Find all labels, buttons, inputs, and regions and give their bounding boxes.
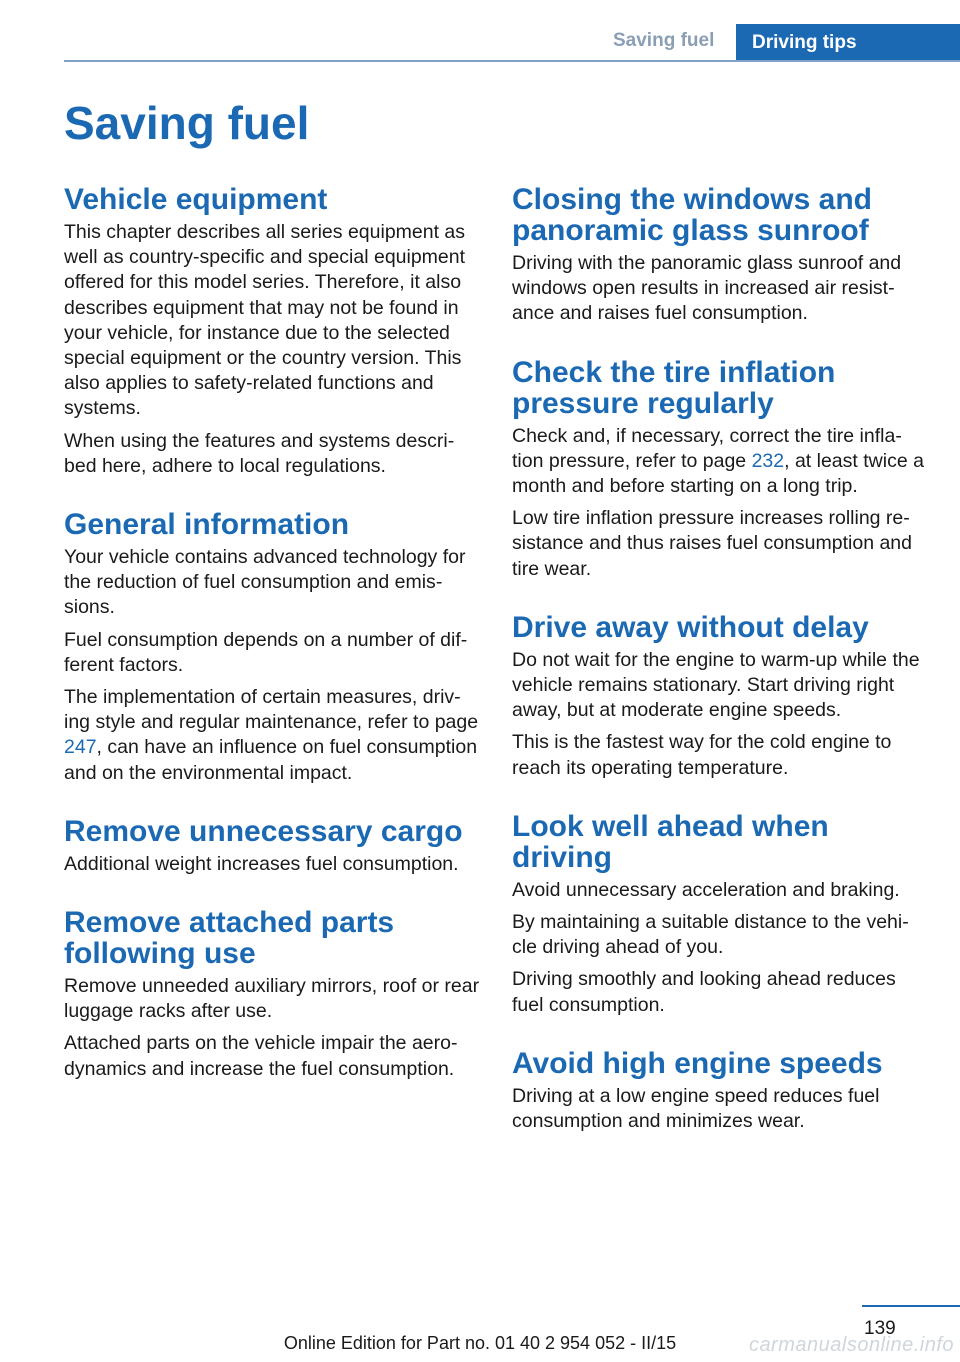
text-run: Check and, if necessary, correct the tire inflation pressure, refer to page xyxy=(512,424,902,472)
section-general-information xyxy=(64,509,480,786)
paragraph: Avoid unnecessary acceleration and braking. xyxy=(512,878,900,901)
header-chapter-tab: Driving tips xyxy=(736,24,960,62)
section-vehicle-equipment xyxy=(64,184,480,479)
paragraph: Low tire inflation pressure increases rolling resistance and thus raises fuel consumption and tire wear. xyxy=(512,507,912,580)
header-section-label: Saving fuel xyxy=(613,30,715,51)
page-number: 139 xyxy=(864,1318,896,1339)
footer-edition: Online Edition for Part no. 01 40 2 954 052 - II/15 xyxy=(283,1333,677,1353)
page-title: Saving fuel xyxy=(64,97,310,149)
paragraph: Additional weight increases fuel consumption. xyxy=(64,852,459,875)
paragraph: This chapter describes all series equipment as well as country-specific and special equipment offered for this model series. Therefore, it also describes equipment that may not be found in your vehicle, for instance due to the selected special equipment or the country version. This also applies to safety-related functions and systems. xyxy=(64,221,466,420)
section-heading: Avoid high engine speeds xyxy=(512,1046,883,1080)
section-remove-attached-parts xyxy=(64,907,480,1082)
section-engine-speeds xyxy=(512,1048,924,1134)
section-drive-away xyxy=(512,612,924,781)
section-tire-pressure xyxy=(512,357,924,582)
paragraph: Remove unneeded auxiliary mirrors, roof or rear luggage racks after use. xyxy=(64,975,480,1023)
page-reference-link[interactable]: 232 xyxy=(751,449,785,472)
paragraph: When using the features and systems described here, adhere to local regulations. xyxy=(64,429,455,477)
section-heading: Check the tire inflation pressure regularly xyxy=(512,355,836,420)
text-run: , can have an influence on fuel consumption and on the environmental impact. xyxy=(64,736,478,784)
section-look-ahead xyxy=(512,811,924,1018)
text-run: The implementation of certain measures, driving style and regular maintenance, refer to page xyxy=(64,686,479,734)
paragraph: By maintaining a suitable distance to the vehicle driving ahead of you. xyxy=(512,911,909,959)
paragraph: Driving at a low engine speed reduces fuel consumption and minimizes wear. xyxy=(512,1084,880,1133)
header-rule xyxy=(64,60,960,62)
paragraph: Driving smoothly and looking ahead reduces fuel consumption. xyxy=(512,968,896,1016)
section-heading: Closing the windows and panoramic glass sunroof xyxy=(512,183,872,247)
watermark: carmanualsonline.info xyxy=(748,1334,954,1356)
footer-rule xyxy=(862,1305,960,1307)
section-heading: General information xyxy=(64,508,350,542)
section-remove-cargo xyxy=(64,816,480,877)
paragraph: Attached parts on the vehicle impair the aerodynamics and increase the fuel consumption. xyxy=(64,1032,458,1080)
section-closing-windows xyxy=(512,184,924,327)
page-reference-link[interactable]: 247 xyxy=(64,736,97,759)
paragraph: This is the fastest way for the cold engine to reach its operating temperature. xyxy=(512,731,892,779)
section-heading: Look well ahead when driving xyxy=(512,809,829,874)
section-heading: Remove attached parts following use xyxy=(64,906,395,971)
right-column xyxy=(512,184,924,1164)
paragraph: Driving with the panoramic glass sunroof and windows open results in increased air resistance and raises fuel consumption. xyxy=(512,252,902,325)
section-heading: Vehicle equipment xyxy=(64,183,328,216)
left-column xyxy=(64,184,480,1112)
text-run: , at least twice a month and before starting on a long trip. xyxy=(512,449,924,498)
paragraph xyxy=(64,685,480,786)
section-heading: Remove unnecessary cargo xyxy=(64,814,463,848)
paragraph: Do not wait for the engine to warm-up while the vehicle remains stationary. Start driving right away, but at moderate engine speeds. xyxy=(512,648,920,722)
paragraph: Your vehicle contains advanced technology for the reduction of fuel consumption and emissions. xyxy=(64,546,466,619)
paragraph xyxy=(512,424,924,500)
section-heading: Drive away without delay xyxy=(512,610,869,644)
paragraph: Fuel consumption depends on a number of different factors. xyxy=(64,628,468,676)
